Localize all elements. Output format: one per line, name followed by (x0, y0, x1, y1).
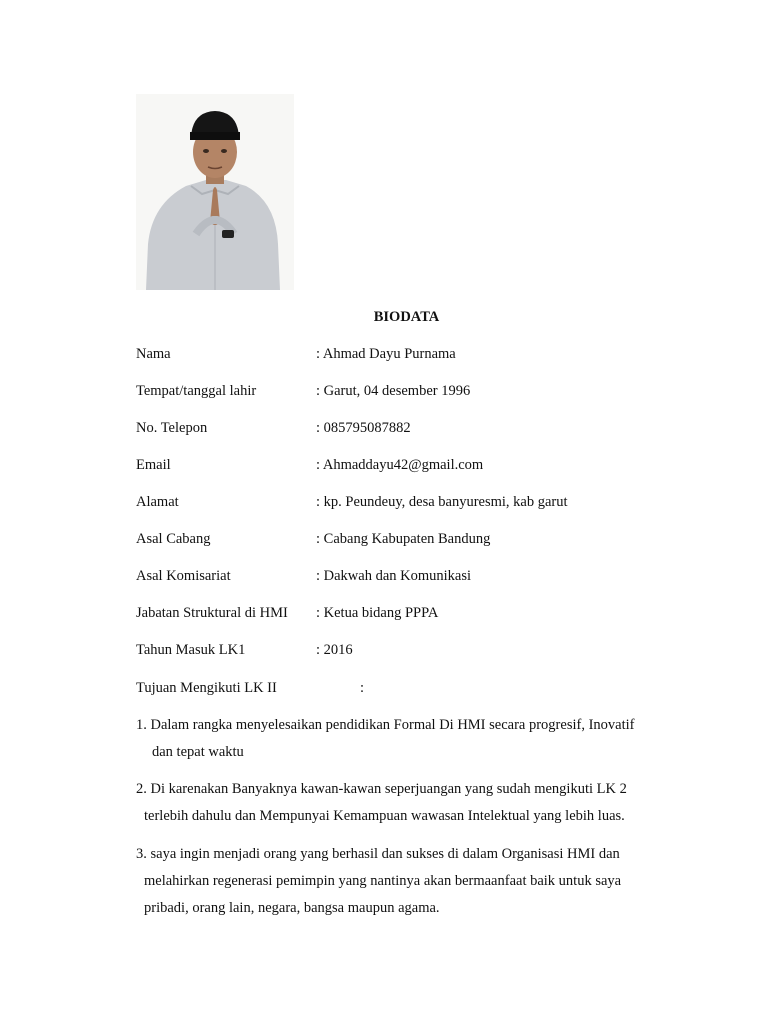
field-value: : kp. Peundeuy, desa banyuresmi, kab garut (316, 494, 568, 510)
tujuan-item-1-line-2: dan tepat waktu (152, 744, 244, 760)
tujuan-item-1-line-1: 1. Dalam rangka menyelesaikan pendidikan Formal Di HMI secara progresif, Inovatif (136, 717, 635, 733)
field-value: : Ketua bidang PPPA (316, 605, 439, 621)
field-value: : Ahmaddayu42@gmail.com (316, 457, 484, 473)
document-title: BIODATA (373, 309, 440, 325)
field-label: Asal Cabang (136, 531, 211, 547)
field-value: : Dakwah dan Komunikasi (316, 568, 472, 584)
field-label: Email (136, 457, 171, 473)
field-label: Asal Komisariat (136, 568, 231, 584)
tujuan-item-3-line-3: pribadi, orang lain, negara, bangsa maupun agama. (144, 900, 440, 916)
profile-photo (136, 94, 294, 290)
field-label: No. Telepon (136, 420, 208, 436)
field-value: : Ahmad Dayu Purnama (316, 346, 456, 362)
field-label: Jabatan Struktural di HMI (136, 605, 288, 621)
field-label: Tahun Masuk LK1 (136, 642, 246, 658)
field-label: Tempat/tanggal lahir (136, 383, 257, 399)
tujuan-item-2-line-2: terlebih dahulu dan Mempunyai Kemampuan wawasan Intelektual yang lebih luas. (144, 808, 625, 824)
field-value: : Garut, 04 desember 1996 (316, 383, 471, 399)
field-label: Alamat (136, 494, 179, 510)
tujuan-label: Tujuan Mengikuti LK II (136, 680, 277, 696)
field-label: Nama (136, 346, 171, 362)
field-value: : Cabang Kabupaten Bandung (316, 531, 491, 547)
field-value: : 2016 (316, 642, 353, 658)
tujuan-colon: : (360, 680, 365, 696)
tujuan-item-3-line-1: 3. saya ingin menjadi orang yang berhasil dan sukses di dalam Organisasi HMI dan (136, 846, 620, 862)
tujuan-item-3-line-2: melahirkan regenerasi pemimpin yang nantinya akan bermaanfaat baik untuk saya (144, 873, 622, 889)
tujuan-item-2-line-1: 2. Di karenakan Banyaknya kawan-kawan seperjuangan yang sudah mengikuti LK 2 (136, 781, 627, 797)
field-value: : 085795087882 (316, 420, 411, 436)
